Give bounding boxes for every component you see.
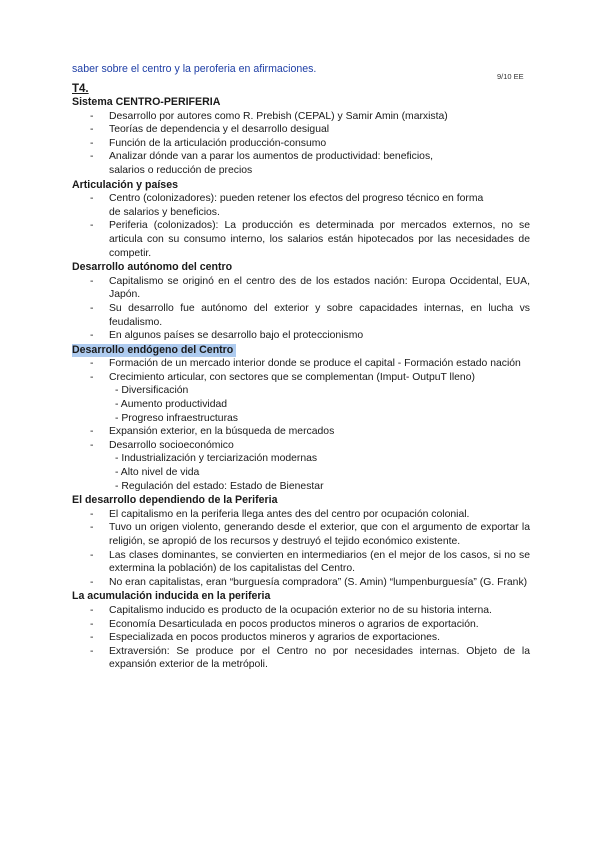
- section-title: Desarrollo autónomo del centro: [72, 261, 233, 274]
- sub-list-item: - Diversificación: [115, 385, 189, 397]
- list-item: - Su desarrollo fue autónomo del exterior y sobre capacidades internas, en lucha vs feudalismo.: [72, 302, 530, 329]
- list-item: - Expansión exterior, en la búsqueda de mercados: [72, 425, 530, 439]
- list-item: - Capitalismo se originó en el centro des de los estados nación: Europa Occidental, EUA, Japón.: [72, 275, 530, 302]
- list-item: - Analizar dónde van a parar los aumentos de productividad: beneficios, salarios o reducción de precios: [72, 150, 530, 177]
- sub-list-item: - Regulación del estado: Estado de Bienestar: [115, 480, 324, 492]
- section-title-highlighted: Desarrollo endógeno del Centro: [72, 344, 236, 358]
- list-item: - No eran capitalistas, eran “burguesía compradora” (S. Amin) “lumpenburguesía” (G. Frank): [72, 576, 530, 590]
- sub-list-item: - Aumento productividad: [115, 399, 228, 411]
- list-item: - Las clases dominantes, se convierten en intermediarios (en el mejor de los casos, si no se extermina la población) de los capitalistas del Centro.: [72, 549, 530, 576]
- list-item-text: Crecimiento articular, con sectores que se complementan (Imput- OutpuT lleno): [109, 371, 475, 383]
- unit-heading: T4.: [72, 83, 89, 95]
- list-item: - Tuvo un origen violento, generando desde el exterior, que con el argumento de exportar la religión, se apropió de los recursos y destruyó el tejido económico existente.: [72, 521, 530, 548]
- list-item: - El capitalismo en la periferia llega antes des del centro por ocupación colonial.: [72, 508, 530, 522]
- bullet-list: [72, 604, 530, 672]
- bullet-list: [72, 357, 530, 493]
- sub-list-item: - Alto nivel de vida: [115, 467, 200, 479]
- bullet-list: [72, 110, 530, 178]
- list-item-text: Desarrollo socioeconómico: [109, 439, 234, 451]
- list-item: - Función de la articulación producción-consumo: [72, 137, 530, 151]
- sub-list: [109, 452, 530, 493]
- bullet-list: [72, 508, 530, 590]
- section-title: La acumulación inducida en la periferia: [72, 590, 271, 603]
- list-item: - En algunos países se desarrollo bajo el proteccionismo: [72, 329, 530, 343]
- list-item: - Economía Desarticulada en pocos productos mineros o agrarios de exportación.: [72, 618, 530, 632]
- list-item: [72, 439, 530, 493]
- list-item: - Formación de un mercado interior donde se produce el capital - Formación estado nación: [72, 357, 530, 371]
- list-item: - Especializada en pocos productos mineros y agrarios de exportaciones.: [72, 631, 530, 645]
- sub-list: [109, 384, 530, 425]
- section-title: El desarrollo dependiendo de la Periferia: [72, 494, 278, 507]
- sub-list-item: - Progreso infraestructuras: [115, 412, 239, 424]
- bullet-list: [72, 275, 530, 343]
- sub-list-item: - Industrialización y terciarización modernas: [115, 453, 318, 465]
- notes-body: [72, 96, 530, 673]
- list-item: - Periferia (colonizados): La producción es determinada por mercados externos, no se articula con su consumo interno, los salarios están hipotecados por las necesidades de competir.: [72, 219, 530, 260]
- section-title: Articulación y países: [72, 178, 178, 191]
- bullet-list: [72, 192, 530, 260]
- list-item: - Extraversión: Se produce por el Centro no por necesidades internas. Objeto de la expansión exterior de la metrópoli.: [72, 645, 530, 672]
- list-item: - Centro (colonizadores): pueden retener los efectos del progreso técnico en forma de salarios y beneficios.: [72, 192, 530, 219]
- page-number: 9/10 EE: [497, 72, 524, 81]
- list-item: [72, 371, 530, 425]
- list-item: - Desarrollo por autores como R. Prebish (CEPAL) y Samir Amin (marxista): [72, 110, 530, 124]
- list-item: - Teorías de dependencia y el desarrollo desigual: [72, 123, 530, 137]
- list-item: - Capitalismo inducido es producto de la ocupación exterior no de su historia interna.: [72, 604, 530, 618]
- intro-line: saber sobre el centro y la peroferia en afirmaciones.: [72, 63, 317, 75]
- section-title: Sistema CENTRO-PERIFERIA: [72, 96, 221, 108]
